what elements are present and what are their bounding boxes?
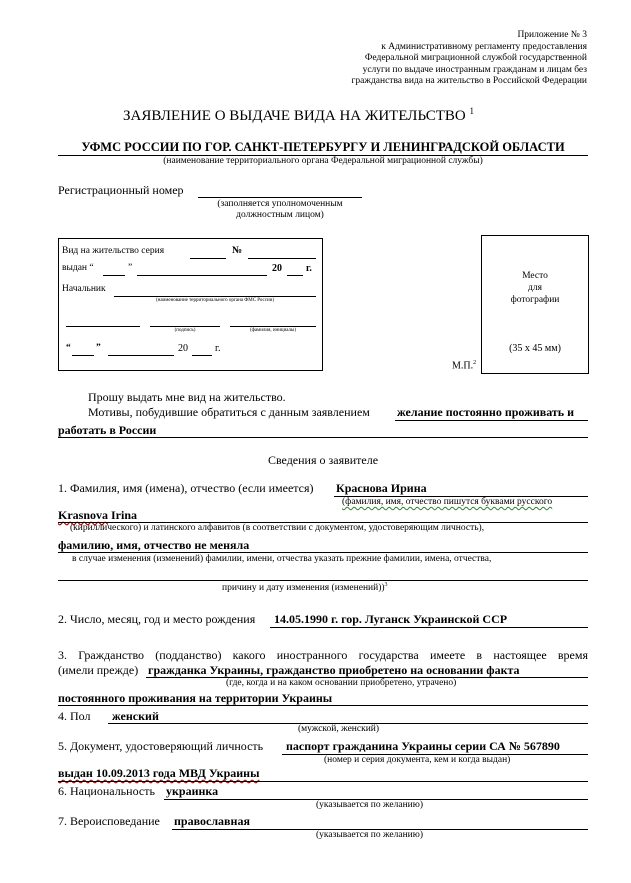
head-caption: (наименование территориального органа ФМС России)	[155, 298, 275, 303]
photo-text-line: для	[528, 283, 542, 293]
field3-value-1: гражданка Украины, гражданство приобретено на основании факта	[148, 663, 520, 677]
field1-change-caption: в случае изменения (изменений) фамилии, имени, отчества указать прежние фамилии, имена, отчества,	[72, 554, 492, 564]
registration-number-line	[198, 197, 362, 198]
photo-size: (35 х 45 мм)	[509, 343, 561, 354]
field4-caption: (мужской, женский)	[298, 724, 380, 734]
field5-label: 5. Документ, удостоверяющий личность	[58, 739, 264, 753]
field5-caption: (номер и серия документа, кем и когда выдан)	[324, 755, 511, 765]
section-title: Сведения о заявителе	[267, 453, 379, 467]
stamp-footnote: 2	[473, 360, 477, 366]
date-close: ”	[96, 343, 101, 353]
issued-quote-close: ”	[128, 263, 133, 273]
field5-value-2	[58, 766, 259, 781]
authority-name: УФМС РОССИИ ПО ГОР. САНКТ-ПЕТЕРБУРГУ И ЛЕНИНГРАДСКОЙ ОБЛАСТИ	[81, 140, 565, 154]
motives-value-1: желание постоянно проживать и	[397, 405, 575, 419]
field4-label: 4. Пол	[58, 709, 91, 723]
series-label: Вид на жительство серия	[62, 246, 165, 256]
fio-caption: (фамилия, инициалы)	[249, 328, 297, 333]
date-open: “	[66, 343, 71, 353]
appendix-line: услуги по выдаче иностранным гражданам и лицам без	[362, 64, 587, 75]
registration-caption	[198, 199, 362, 221]
field2-label: 2. Число, месяц, год и место рождения	[58, 612, 256, 626]
date-year-prefix: 20	[178, 343, 188, 354]
registration-label: Регистрационный номер	[58, 183, 184, 197]
field1-caption-a: (фамилия, имя, отчество пишутся буквами русского	[342, 497, 553, 507]
field1-change-caption-2	[222, 582, 388, 593]
date-year-suffix: г.	[215, 343, 221, 354]
appendix-line: гражданства вида на жительство в Российской Федерации	[351, 76, 587, 87]
field1-change-value: фамилию, имя, отчество не меняла	[58, 538, 250, 552]
photo-placeholder-text	[481, 270, 589, 306]
field1-change-caption-2-text: причину и дату изменения (изменений))	[222, 583, 385, 594]
field7-caption: (указывается по желанию)	[316, 830, 424, 840]
title-text: ЗАЯВЛЕНИЕ О ВЫДАЧЕ ВИДА НА ЖИТЕЛЬСТВО	[123, 108, 466, 124]
field7-value: православная	[174, 814, 250, 828]
page-title	[123, 106, 474, 125]
issued-label: выдан “	[62, 263, 94, 273]
field6-caption: (указывается по желанию)	[316, 800, 424, 810]
head-label: Начальник	[62, 284, 106, 294]
registration-caption-line: должностным лицом)	[236, 210, 324, 220]
field1-label: 1. Фамилия, имя (имена), отчество (если имеется)	[58, 481, 314, 495]
field1-latin-surname: Krasnova	[58, 508, 109, 522]
field1-latin-name: Irina	[111, 508, 138, 522]
field6-label: 6. Национальность	[58, 784, 155, 798]
appendix-line: Приложение № 3	[517, 30, 587, 40]
field7-label: 7. Вероисповедание	[58, 814, 160, 828]
field1-change-footnote: 3	[384, 582, 388, 588]
authority-caption: (наименование территориального органа Федеральной миграционной службы)	[163, 156, 483, 166]
field3-label-1: 3. Гражданство (подданство) какого иностранного государства имеете в настоящее время	[58, 648, 588, 662]
field1-latin	[58, 508, 137, 523]
issued-year-suffix: г.	[306, 263, 312, 274]
request-line: Прошу выдать мне вид на жительство.	[88, 390, 286, 404]
appendix-line: Федеральной миграционной службой государственной	[364, 53, 587, 64]
field3-caption: (где, когда и на каком основании приобретено, утрачено)	[226, 678, 457, 688]
field1-caption-b: (кириллического) и латинского алфавитов (в соответствии с документом, удостоверяющим личность),	[70, 523, 485, 533]
field5-value-1: паспорт гражданина Украины серии СА № 567890	[286, 739, 560, 753]
stamp-label	[452, 360, 476, 371]
sign-caption: (подпись)	[174, 328, 196, 333]
field2-value: 14.05.1990 г. гор. Луганск Украинской ССР	[274, 612, 508, 626]
photo-text-line: фотографии	[510, 295, 560, 305]
registration-caption-line: (заполняется уполномоченным	[217, 199, 343, 209]
title-footnote: 1	[469, 106, 474, 116]
appendix-line: к Административному регламенту предоставления	[381, 41, 587, 52]
motives-value-2: работать в России	[58, 423, 157, 437]
appendix-header	[352, 30, 587, 88]
field4-value: женский	[112, 709, 159, 723]
issued-year-prefix: 20	[272, 263, 282, 274]
stamp-text: М.П.	[452, 360, 474, 372]
field3-label-2: (имели прежде)	[58, 663, 139, 677]
field5-value-2-text: выдан 10.09.2013 года МВД Украины	[58, 766, 260, 780]
motives-label: Мотивы, побудившие обратиться с данным заявлением	[88, 405, 370, 419]
field3-value-2: постоянного проживания на территории Украины	[58, 691, 333, 705]
field1-value: Краснова Ирина	[336, 481, 427, 495]
number-label: №	[232, 245, 243, 256]
field6-value: украинка	[166, 784, 219, 798]
photo-text-line: Место	[522, 271, 548, 281]
